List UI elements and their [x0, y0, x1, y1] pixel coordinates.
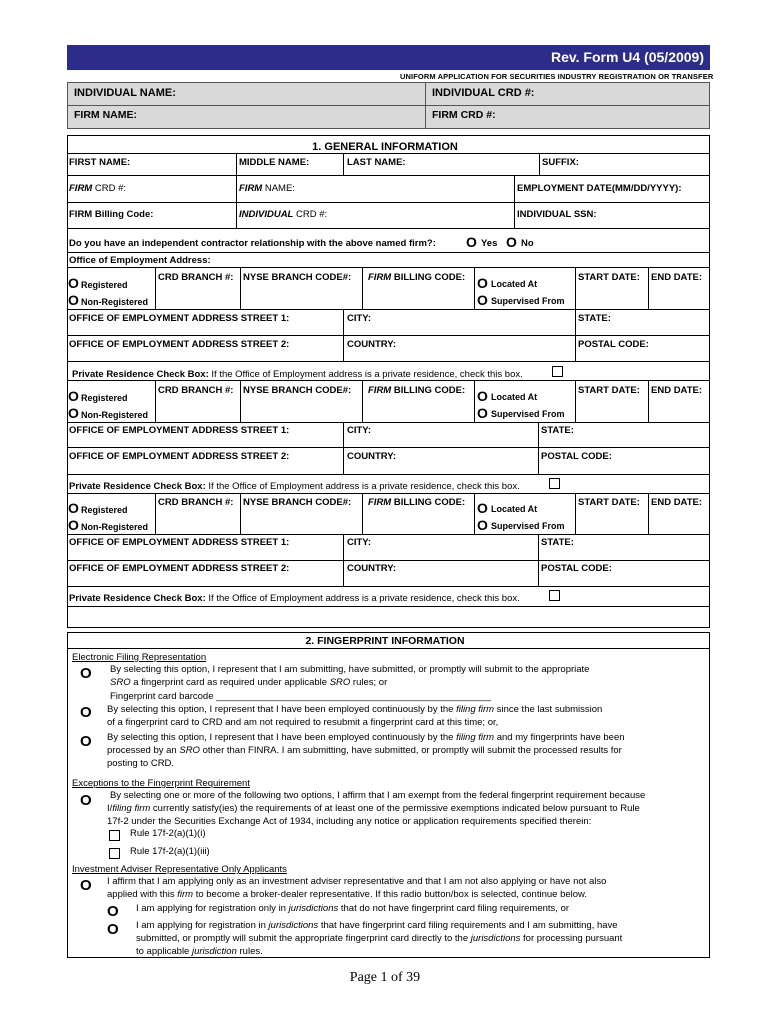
registered-radio[interactable]: O: [68, 500, 79, 516]
supervised-from-radio[interactable]: O: [477, 405, 488, 421]
private-residence-label: Private Residence Check Box: If the Office of Employment address is a private residence, check this box.: [69, 481, 520, 492]
crd-branch-label: CRD BRANCH #:: [158, 385, 234, 396]
firm-crd-field-label: FIRM CRD #:: [69, 183, 127, 194]
yes-label: Yes: [481, 238, 498, 249]
exceptions-text3: 17f-2 under the Securities Exchange Act of 1934, including any notice or application requirements specified therein:: [107, 816, 592, 827]
supervised-from-label: Supervised From: [491, 521, 565, 531]
firm-name-label: FIRM NAME:: [74, 109, 137, 121]
exceptions-radio[interactable]: O: [80, 792, 92, 809]
general-information-section: [67, 135, 710, 628]
non-registered-label: Non-Registered: [81, 410, 149, 420]
crd-branch-label: CRD BRANCH #:: [158, 272, 234, 283]
yes-radio[interactable]: O: [466, 234, 477, 250]
iar-option2-radio[interactable]: O: [107, 921, 119, 938]
supervised-from-radio[interactable]: O: [477, 517, 488, 533]
exceptions-text: By selecting one or more of the following two options, I affirm that I am exempt from the federal fingerprint requirement because: [110, 790, 646, 801]
efr-option3-text2: processed by an SRO other than FINRA. I am submitting, have submitted, or promptly will submit the processed results for: [107, 745, 622, 756]
form-title-bar: [67, 45, 710, 70]
registered-label: Registered: [81, 505, 128, 515]
fingerprint-barcode-field[interactable]: Fingerprint card barcode ____________________________________________________: [110, 691, 491, 702]
form-title: Rev. Form U4 (05/2009): [550, 49, 704, 65]
located-at-radio[interactable]: O: [477, 500, 488, 516]
section2-title: 2. FINGERPRINT INFORMATION: [305, 635, 465, 647]
firm-billing-code-col: FIRM BILLING CODE:: [368, 272, 466, 283]
located-at-radio[interactable]: O: [477, 388, 488, 404]
individual-name-label: INDIVIDUAL NAME:: [74, 87, 176, 99]
employment-date-label: EMPLOYMENT DATE(MM/DD/YYYY):: [517, 183, 682, 194]
firm-name-field-label: FIRM NAME:: [239, 183, 295, 194]
firm-billing-code-col: FIRM BILLING CODE:: [368, 497, 466, 508]
non-registered-radio[interactable]: O: [68, 292, 79, 308]
located-at-label: Located At: [491, 392, 538, 402]
supervised-from-radio[interactable]: O: [477, 292, 488, 308]
street2-label: OFFICE OF EMPLOYMENT ADDRESS STREET 2:: [69, 451, 290, 462]
office-address-label: Office of Employment Address:: [69, 255, 211, 266]
page-number: Page 1 of 39: [349, 970, 421, 985]
postal-code-label: POSTAL CODE:: [578, 339, 649, 350]
no-radio[interactable]: O: [506, 234, 517, 250]
suffix-label: SUFFIX:: [542, 157, 579, 168]
start-date-label: START DATE:: [578, 497, 640, 508]
no-label: No: [521, 238, 534, 249]
section1-title: 1. GENERAL INFORMATION: [312, 141, 458, 153]
efr-option1-text2: SRO a fingerprint card as required under applicable SRO rules; or: [110, 677, 388, 688]
supervised-from-label: Supervised From: [491, 296, 565, 306]
crd-branch-label: CRD BRANCH #:: [158, 497, 234, 508]
private-residence-label: Private Residence Check Box: If the Office of Employment address is a private residence, check this box.: [72, 369, 523, 380]
state-label: STATE:: [541, 537, 574, 548]
city-label: CITY:: [347, 313, 372, 324]
independent-contractor-question: Do you have an independent contractor relationship with the above named firm?:: [69, 238, 436, 249]
efr-option3-radio[interactable]: O: [80, 733, 92, 750]
located-at-label: Located At: [491, 279, 538, 289]
exceptions-heading: Exceptions to the Fingerprint Requirement: [72, 778, 250, 789]
first-name-label: FIRST NAME:: [69, 157, 131, 168]
iar-text: I affirm that I am applying only as an investment adviser representative and that I am not also applying or have not also: [107, 876, 607, 887]
iar-option2-text: I am applying for registration in jurisdictions that have fingerprint card filing requirements and I am submitting, have: [136, 920, 618, 931]
iar-radio[interactable]: O: [80, 877, 92, 894]
registered-radio[interactable]: O: [68, 275, 79, 291]
registered-label: Registered: [81, 280, 128, 290]
city-label: CITY:: [347, 425, 372, 436]
registered-radio[interactable]: O: [68, 388, 79, 404]
individual-crd-field-label: INDIVIDUAL CRD #:: [239, 209, 328, 220]
non-registered-label: Non-Registered: [81, 297, 149, 307]
exceptions-text2: I/filing firm currently satisfy(ies) the requirements of at least one of the permissive exemptions indicated below pursuant to Rule: [107, 803, 640, 814]
nyse-branch-label: NYSE BRANCH CODE#:: [243, 497, 352, 508]
start-date-label: START DATE:: [578, 272, 640, 283]
street1-label: OFFICE OF EMPLOYMENT ADDRESS STREET 1:: [69, 425, 290, 436]
efr-option2-text: By selecting this option, I represent that I have been employed continuously by the filing firm since the last submission: [107, 704, 603, 715]
private-residence-checkbox[interactable]: [549, 478, 560, 489]
state-label: STATE:: [541, 425, 574, 436]
firm-crd-label: FIRM CRD #:: [432, 109, 496, 121]
non-registered-radio[interactable]: O: [68, 405, 79, 421]
located-at-radio[interactable]: O: [477, 275, 488, 291]
state-label: STATE:: [578, 313, 611, 324]
efr-option2-text2: of a fingerprint card to CRD and am not required to resubmit a fingerprint card at this time; or,: [107, 717, 499, 728]
iar-option2-text3: to applicable jurisdiction rules.: [136, 946, 263, 957]
iar-option1-text: I am applying for registration only in jurisdictions that do not have fingerprint card filing requirements, or: [136, 903, 570, 914]
efr-option1-text: By selecting this option, I represent that I am submitting, have submitted, or promptly will submit to the appropriate: [110, 664, 590, 675]
registered-label: Registered: [81, 393, 128, 403]
iar-heading: Investment Adviser Representative Only Applicants: [72, 864, 287, 875]
rule-17f2-a1iii-label: Rule 17f-2(a)(1)(iii): [130, 846, 210, 857]
street2-label: OFFICE OF EMPLOYMENT ADDRESS STREET 2:: [69, 339, 290, 350]
street2-label: OFFICE OF EMPLOYMENT ADDRESS STREET 2:: [69, 563, 290, 574]
supervised-from-label: Supervised From: [491, 409, 565, 419]
postal-code-label: POSTAL CODE:: [541, 563, 612, 574]
nyse-branch-label: NYSE BRANCH CODE#:: [243, 272, 352, 283]
rule-17f2-a1i-label: Rule 17f-2(a)(1)(i): [130, 828, 206, 839]
efr-option1-radio[interactable]: O: [80, 665, 92, 682]
start-date-label: START DATE:: [578, 385, 640, 396]
iar-option1-radio[interactable]: O: [107, 903, 119, 920]
country-label: COUNTRY:: [347, 563, 397, 574]
individual-ssn-label: INDIVIDUAL SSN:: [517, 209, 597, 220]
efr-option3-text3: posting to CRD.: [107, 758, 175, 769]
form-subtitle: UNIFORM APPLICATION FOR SECURITIES INDUSTRY REGISTRATION OR TRANSFER: [400, 72, 714, 81]
last-name-label: LAST NAME:: [347, 157, 406, 168]
iar-option2-text2: submitted, or promptly will submit the appropriate fingerprint card directly to the jurisdictions for processing pursuant: [136, 933, 623, 944]
non-registered-radio[interactable]: O: [68, 517, 79, 533]
private-residence-checkbox[interactable]: [552, 366, 563, 377]
street1-label: OFFICE OF EMPLOYMENT ADDRESS STREET 1:: [69, 537, 290, 548]
country-label: COUNTRY:: [347, 339, 397, 350]
individual-crd-label: INDIVIDUAL CRD #:: [432, 87, 535, 99]
rule-17f2-a1iii-checkbox[interactable]: [109, 848, 120, 859]
postal-code-label: POSTAL CODE:: [541, 451, 612, 462]
located-at-label: Located At: [491, 504, 538, 514]
efr-option2-radio[interactable]: O: [80, 704, 92, 721]
end-date-label: END DATE:: [651, 272, 703, 283]
middle-name-label: MIDDLE NAME:: [239, 157, 310, 168]
nyse-branch-label: NYSE BRANCH CODE#:: [243, 385, 352, 396]
iar-text2: applied with this firm to become a broker-dealer representative. If this radio button/box is selected, continue below.: [107, 889, 588, 900]
city-label: CITY:: [347, 537, 372, 548]
efr-heading: Electronic Filing Representation: [72, 652, 207, 663]
end-date-label: END DATE:: [651, 385, 703, 396]
country-label: COUNTRY:: [347, 451, 397, 462]
firm-billing-code-label: FIRM Billing Code:: [69, 209, 154, 220]
private-residence-checkbox[interactable]: [549, 590, 560, 601]
rule-17f2-a1i-checkbox[interactable]: [109, 830, 120, 841]
private-residence-label: Private Residence Check Box: If the Office of Employment address is a private residence, check this box.: [69, 593, 520, 604]
street1-label: OFFICE OF EMPLOYMENT ADDRESS STREET 1:: [69, 313, 290, 324]
end-date-label: END DATE:: [651, 497, 703, 508]
efr-option3-text: By selecting this option, I represent that I have been employed continuously by the filing firm and my fingerprints have been: [107, 732, 625, 743]
firm-billing-code-col: FIRM BILLING CODE:: [368, 385, 466, 396]
non-registered-label: Non-Registered: [81, 522, 149, 532]
